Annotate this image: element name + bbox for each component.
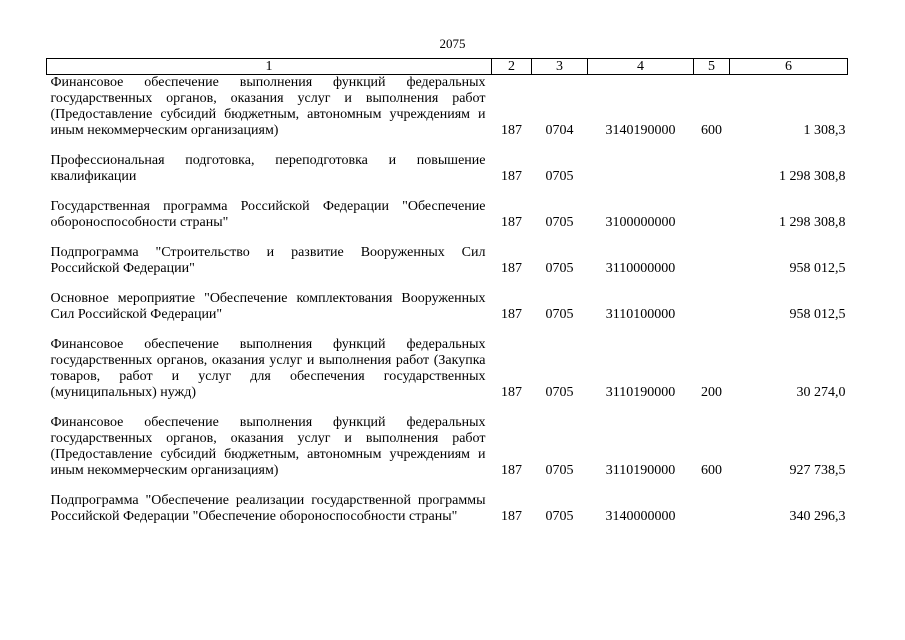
row-ved: 187: [501, 169, 522, 184]
row-ved: 187: [501, 307, 522, 322]
row-ved: 187: [501, 215, 522, 230]
row-csr: [588, 153, 694, 185]
row-rzpr: 0705: [545, 463, 574, 478]
row-name: Подпрограмма "Обеспечение реализации государственной программы Российской Федерации "Обеспечение обороноспособности страны": [50, 493, 486, 524]
row-csr: 3100000000: [605, 215, 676, 230]
row-rzpr: 0705: [545, 215, 574, 230]
row-ved: 187: [501, 261, 522, 276]
row-name: Финансовое обеспечение выполнения функций федеральных государственных органов, оказания услуг и выполнения работ (Закупка товаров, работ и услуг для обеспечения государственных (муниципальных) нужд): [50, 337, 486, 400]
row-vr: [694, 493, 730, 525]
budget-table: [46, 58, 848, 525]
table-row: [47, 337, 848, 401]
row-csr: 3140000000: [605, 509, 676, 524]
row-amount: 30 274,0: [796, 385, 846, 400]
header-col-5: 5: [694, 59, 730, 75]
row-name: Государственная программа Российской Федерации "Обеспечение обороноспособности страны": [50, 199, 486, 230]
row-rzpr: 0705: [545, 261, 574, 276]
row-vr: [694, 199, 730, 231]
header-col-4: 4: [588, 59, 694, 75]
row-csr: 3110190000: [605, 463, 676, 478]
row-csr: 3110000000: [605, 261, 676, 276]
row-name: Основное мероприятие "Обеспечение комплектования Вооруженных Сил Российской Федерации": [50, 291, 486, 322]
row-vr: 200: [701, 385, 722, 400]
row-name: Финансовое обеспечение выполнения функций федеральных государственных органов, оказания услуг и выполнения работ (Предоставление субсидий бюджетным, автономным учреждениям и иным некоммерческим организациям): [50, 415, 486, 478]
row-vr: [694, 153, 730, 185]
row-name: Подпрограмма "Строительство и развитие Вооруженных Сил Российской Федерации": [50, 245, 486, 276]
header-col-6: 6: [730, 59, 848, 75]
row-csr: 3110190000: [605, 385, 676, 400]
row-amount: 340 296,3: [789, 509, 846, 524]
table-row: [47, 245, 848, 277]
row-amount: 1 298 308,8: [779, 215, 846, 230]
header-col-3: 3: [532, 59, 588, 75]
row-csr: 3110100000: [605, 307, 676, 322]
table-row: [47, 291, 848, 323]
row-vr: [694, 245, 730, 277]
row-amount: 1 298 308,8: [779, 169, 846, 184]
header-col-1: 1: [47, 59, 492, 75]
table-row: [47, 153, 848, 185]
row-name: Финансовое обеспечение выполнения функций федеральных государственных органов, оказания услуг и выполнения работ (Предоставление субсидий бюджетным, автономным учреждениям и иным некоммерческим организациям): [50, 75, 486, 138]
row-amount: 958 012,5: [789, 307, 846, 322]
row-rzpr: 0705: [545, 509, 574, 524]
row-rzpr: 0705: [545, 385, 574, 400]
row-rzpr: 0705: [545, 169, 574, 184]
table-row: [47, 75, 848, 140]
row-ved: 187: [501, 123, 522, 138]
row-vr: 600: [701, 123, 722, 138]
table-row: [47, 493, 848, 525]
row-ved: 187: [501, 509, 522, 524]
table-header-row: [47, 59, 848, 75]
page-number: 2075: [439, 36, 466, 51]
row-amount: 927 738,5: [789, 463, 846, 478]
table-row: [47, 415, 848, 479]
row-ved: 187: [501, 385, 522, 400]
row-ved: 187: [501, 463, 522, 478]
row-name: Профессиональная подготовка, переподготовка и повышение квалификации: [50, 153, 486, 184]
row-vr: 600: [701, 463, 722, 478]
row-vr: [694, 291, 730, 323]
row-csr: 3140190000: [605, 123, 676, 138]
row-rzpr: 0705: [545, 307, 574, 322]
row-rzpr: 0704: [545, 123, 574, 138]
row-amount: 958 012,5: [789, 261, 846, 276]
table-row: [47, 199, 848, 231]
header-col-2: 2: [492, 59, 532, 75]
row-amount: 1 308,3: [803, 123, 846, 138]
